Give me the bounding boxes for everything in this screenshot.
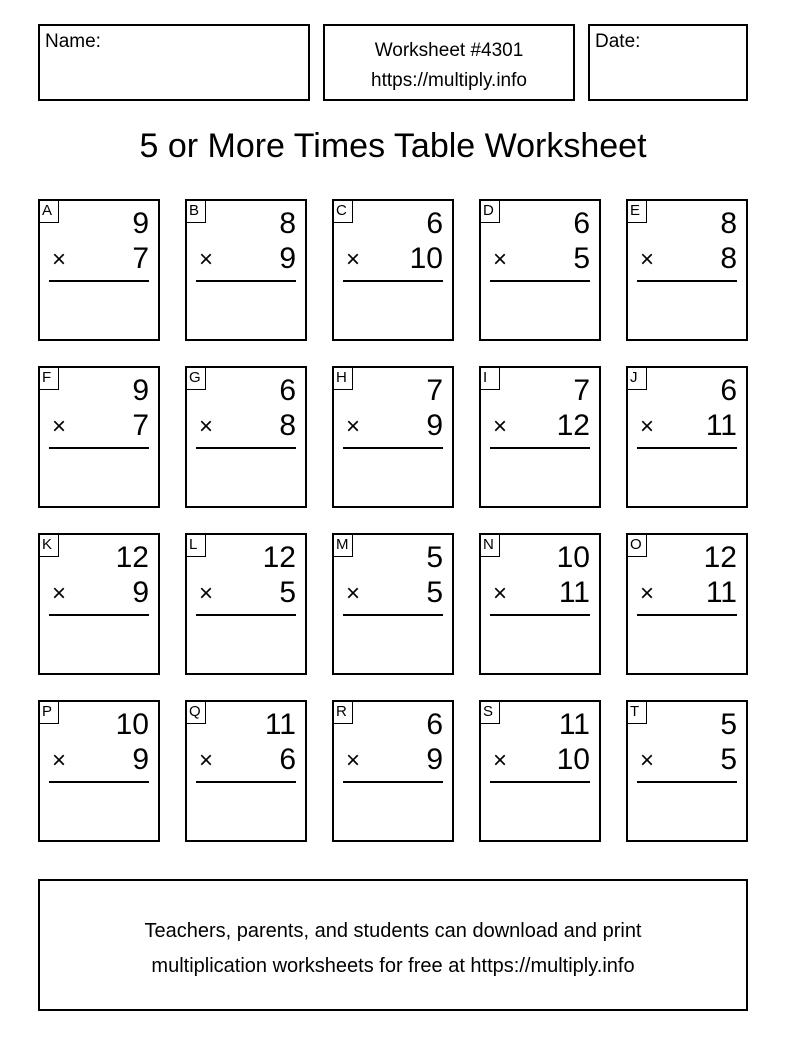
multiplier: 5 bbox=[279, 576, 296, 609]
problem-letter: F bbox=[39, 367, 59, 390]
times-sign: × bbox=[52, 747, 67, 774]
problem-card[interactable] bbox=[185, 700, 307, 842]
multiplicand: 7 bbox=[573, 374, 590, 407]
problem-letter: Q bbox=[186, 701, 206, 724]
answer-line bbox=[49, 781, 149, 783]
times-sign: × bbox=[640, 413, 655, 440]
times-sign: × bbox=[346, 413, 361, 440]
multiplicand: 8 bbox=[720, 207, 737, 240]
page-title: 5 or More Times Table Worksheet bbox=[139, 127, 647, 165]
problem-card[interactable] bbox=[332, 199, 454, 341]
problem-card[interactable] bbox=[185, 533, 307, 675]
multiplicand: 6 bbox=[573, 207, 590, 240]
answer-line bbox=[490, 614, 590, 616]
answer-line bbox=[196, 614, 296, 616]
answer-line bbox=[637, 781, 737, 783]
multiplier: 6 bbox=[279, 743, 296, 776]
problem-card[interactable] bbox=[38, 366, 160, 508]
date-label: Date: bbox=[595, 31, 641, 52]
multiplier: 10 bbox=[409, 242, 443, 275]
problem-card[interactable] bbox=[38, 199, 160, 341]
problem-letter: B bbox=[186, 200, 206, 223]
times-sign: × bbox=[199, 747, 214, 774]
multiplicand: 11 bbox=[264, 708, 296, 741]
times-sign: × bbox=[52, 413, 67, 440]
problem-card[interactable] bbox=[479, 199, 601, 341]
multiplier: 11 bbox=[558, 576, 590, 609]
times-sign: × bbox=[199, 580, 214, 607]
problem-letter: J bbox=[627, 367, 647, 390]
worksheet-info-box bbox=[323, 24, 575, 101]
problem-letter: H bbox=[333, 367, 353, 390]
problem-card[interactable] bbox=[479, 366, 601, 508]
worksheet-url: https://multiply.info bbox=[371, 70, 527, 91]
multiplier: 9 bbox=[426, 409, 443, 442]
times-sign: × bbox=[640, 246, 655, 273]
multiplier: 9 bbox=[132, 576, 149, 609]
problem-card[interactable] bbox=[626, 366, 748, 508]
times-sign: × bbox=[493, 246, 508, 273]
times-sign: × bbox=[199, 413, 214, 440]
problem-letter: D bbox=[480, 200, 500, 223]
times-sign: × bbox=[640, 747, 655, 774]
name-field-box[interactable] bbox=[38, 24, 310, 101]
multiplicand: 10 bbox=[115, 708, 149, 741]
multiplier: 5 bbox=[426, 576, 443, 609]
problem-card[interactable] bbox=[626, 533, 748, 675]
times-sign: × bbox=[493, 580, 508, 607]
problem-card[interactable] bbox=[479, 533, 601, 675]
problem-letter: M bbox=[333, 534, 353, 557]
multiplier: 11 bbox=[705, 576, 737, 609]
problem-card[interactable] bbox=[332, 533, 454, 675]
multiplier: 9 bbox=[279, 242, 296, 275]
worksheet-number: Worksheet #4301 bbox=[374, 40, 524, 61]
multiplier: 12 bbox=[556, 409, 590, 442]
times-sign: × bbox=[493, 747, 508, 774]
problem-letter: T bbox=[627, 701, 647, 724]
multiplier: 9 bbox=[426, 743, 443, 776]
multiplier: 9 bbox=[132, 743, 149, 776]
problem-grid bbox=[38, 199, 748, 843]
problem-letter: O bbox=[627, 534, 647, 557]
problem-card[interactable] bbox=[332, 700, 454, 842]
problem-letter: K bbox=[39, 534, 59, 557]
multiplier: 7 bbox=[132, 242, 149, 275]
footer-line-2: multiplication worksheets for free at https://multiply.info bbox=[151, 955, 635, 977]
answer-line bbox=[49, 280, 149, 282]
multiplicand: 6 bbox=[720, 374, 737, 407]
answer-line bbox=[490, 280, 590, 282]
date-field-box[interactable] bbox=[588, 24, 748, 101]
answer-line bbox=[637, 614, 737, 616]
multiplier: 8 bbox=[279, 409, 296, 442]
answer-line bbox=[343, 447, 443, 449]
times-sign: × bbox=[52, 580, 67, 607]
footer-line-1: Teachers, parents, and students can download and print bbox=[144, 920, 642, 942]
multiplicand: 8 bbox=[279, 207, 296, 240]
multiplicand: 10 bbox=[556, 541, 590, 574]
times-sign: × bbox=[346, 747, 361, 774]
problem-letter: S bbox=[480, 701, 500, 724]
times-sign: × bbox=[493, 413, 508, 440]
multiplier: 5 bbox=[573, 242, 590, 275]
problem-letter: E bbox=[627, 200, 647, 223]
multiplicand: 12 bbox=[703, 541, 737, 574]
problem-letter: A bbox=[39, 200, 59, 223]
answer-line bbox=[343, 614, 443, 616]
name-label: Name: bbox=[45, 31, 101, 52]
problem-letter: C bbox=[333, 200, 353, 223]
multiplier: 8 bbox=[720, 242, 737, 275]
problem-card[interactable] bbox=[626, 199, 748, 341]
answer-line bbox=[49, 614, 149, 616]
answer-line bbox=[490, 781, 590, 783]
multiplicand: 12 bbox=[262, 541, 296, 574]
multiplier: 5 bbox=[720, 743, 737, 776]
times-sign: × bbox=[52, 246, 67, 273]
multiplicand: 6 bbox=[426, 708, 443, 741]
answer-line bbox=[637, 447, 737, 449]
multiplicand: 6 bbox=[279, 374, 296, 407]
problem-letter: P bbox=[39, 701, 59, 724]
multiplicand: 6 bbox=[426, 207, 443, 240]
multiplicand: 5 bbox=[426, 541, 443, 574]
answer-line bbox=[343, 781, 443, 783]
answer-line bbox=[196, 447, 296, 449]
times-sign: × bbox=[346, 246, 361, 273]
multiplicand: 9 bbox=[132, 207, 149, 240]
problem-card[interactable] bbox=[479, 700, 601, 842]
multiplicand: 7 bbox=[426, 374, 443, 407]
times-sign: × bbox=[640, 580, 655, 607]
multiplicand: 11 bbox=[558, 708, 590, 741]
problem-letter: I bbox=[480, 367, 500, 390]
answer-line bbox=[196, 280, 296, 282]
answer-line bbox=[196, 781, 296, 783]
multiplicand: 5 bbox=[720, 708, 737, 741]
problem-card[interactable] bbox=[626, 700, 748, 842]
multiplier: 10 bbox=[556, 743, 590, 776]
answer-line bbox=[343, 280, 443, 282]
problem-card[interactable] bbox=[185, 199, 307, 341]
problem-letter: R bbox=[333, 701, 353, 724]
problem-card[interactable] bbox=[38, 700, 160, 842]
answer-line bbox=[49, 447, 149, 449]
times-sign: × bbox=[346, 580, 361, 607]
answer-line bbox=[637, 280, 737, 282]
problem-card[interactable] bbox=[185, 366, 307, 508]
multiplier: 7 bbox=[132, 409, 149, 442]
multiplier: 11 bbox=[705, 409, 737, 442]
times-sign: × bbox=[199, 246, 214, 273]
footer-box bbox=[38, 879, 748, 1011]
multiplicand: 9 bbox=[132, 374, 149, 407]
problem-letter: L bbox=[186, 534, 206, 557]
multiplicand: 12 bbox=[115, 541, 149, 574]
problem-card[interactable] bbox=[332, 366, 454, 508]
problem-letter: N bbox=[480, 534, 500, 557]
problem-card[interactable] bbox=[38, 533, 160, 675]
answer-line bbox=[490, 447, 590, 449]
problem-letter: G bbox=[186, 367, 206, 390]
